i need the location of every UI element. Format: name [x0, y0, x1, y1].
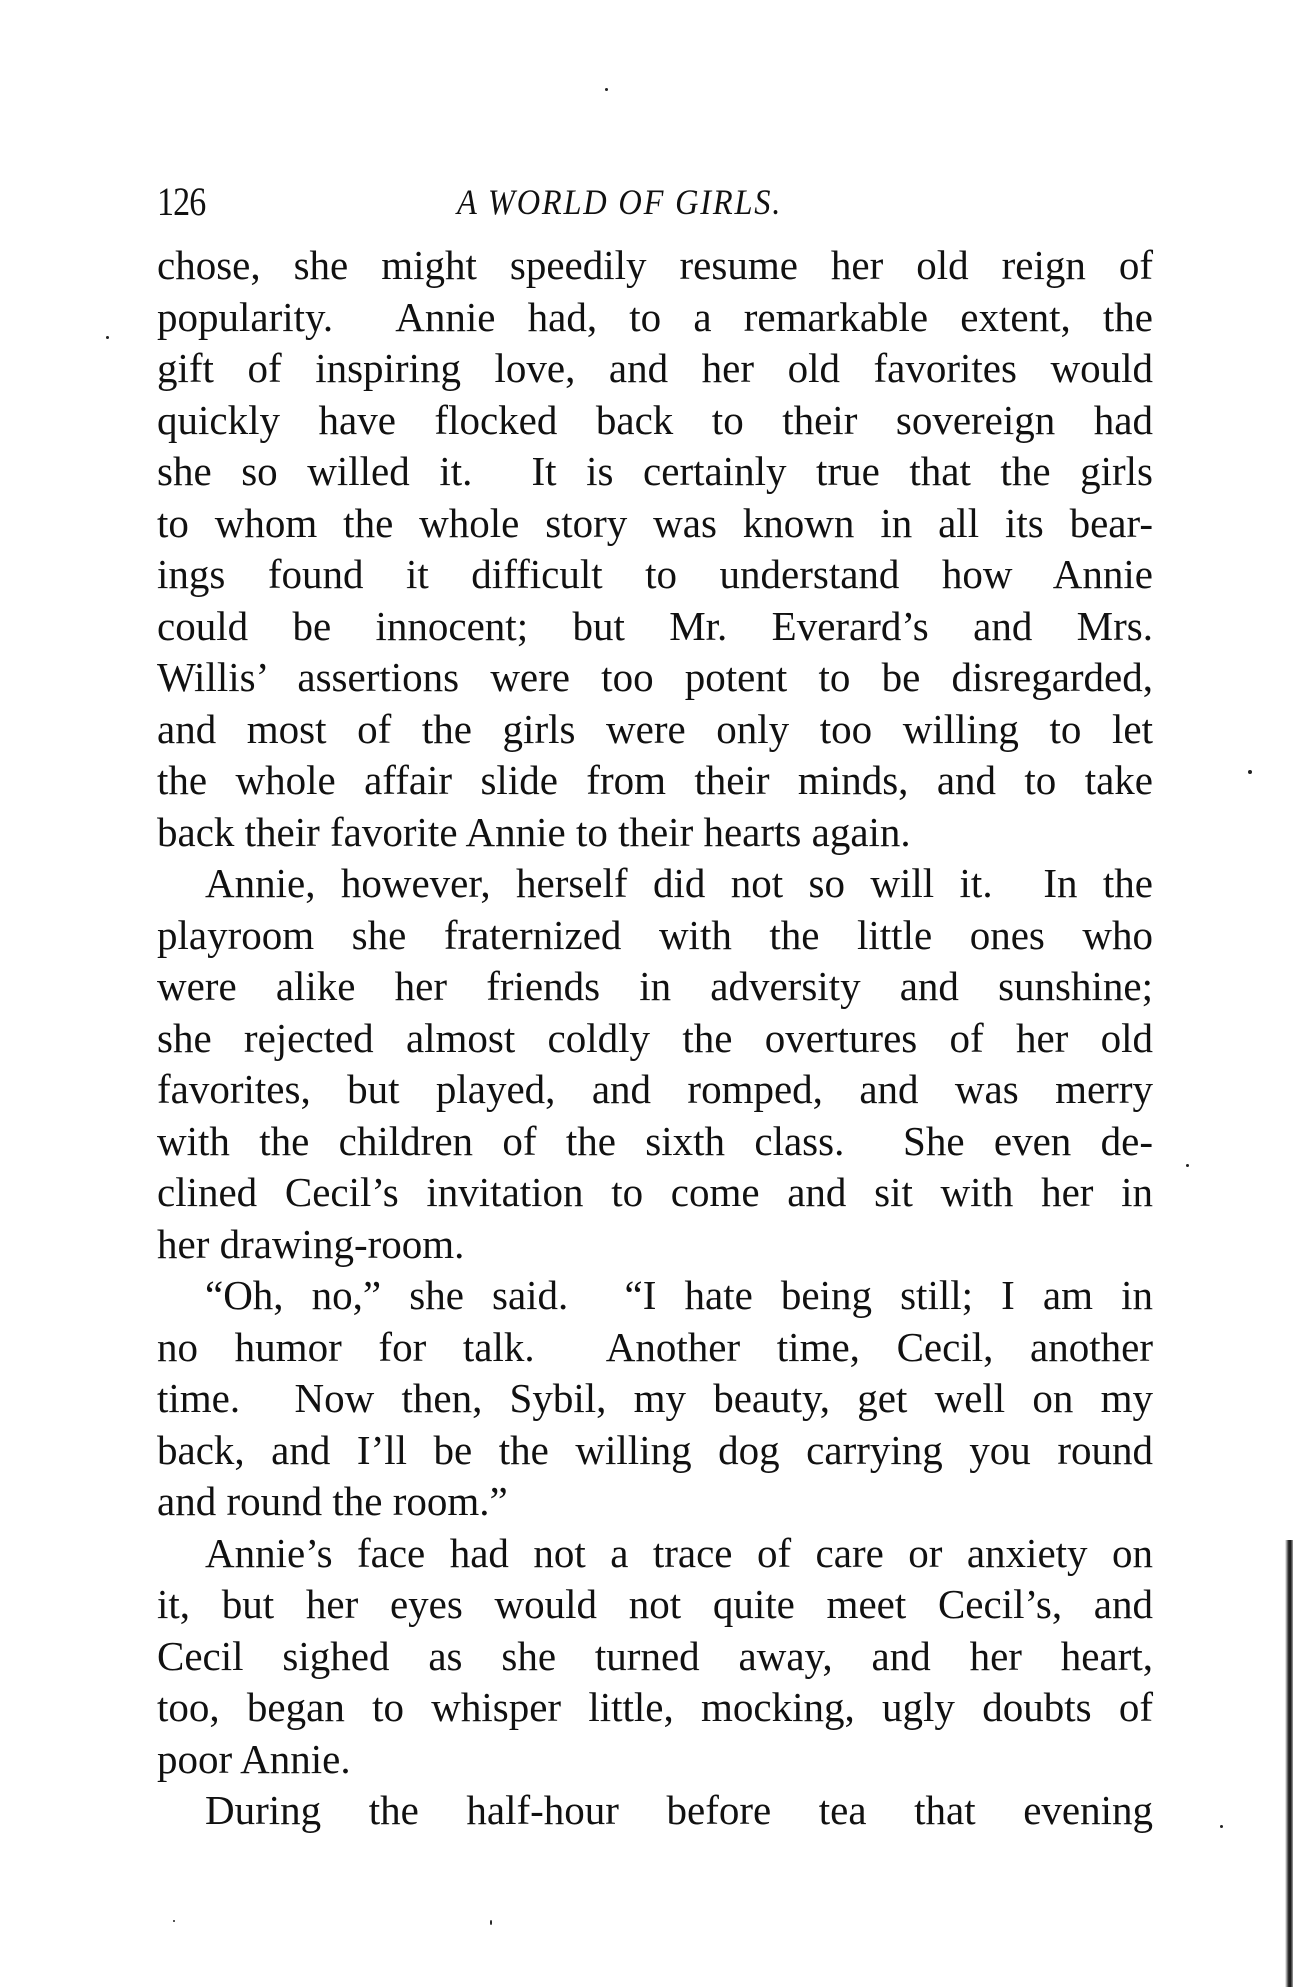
text-line	[157, 858, 1153, 910]
text-line	[157, 1682, 1153, 1734]
text-line	[157, 1373, 1153, 1425]
line-text: “Oh, no,” she said. “I hate being still; I am in	[205, 1272, 1153, 1318]
running-title: A WORLD OF GIRLS.	[457, 182, 783, 222]
line-text: playroom she fraternized with the little ones who	[157, 911, 1153, 958]
line-text: Annie, however, herself did not so will it. In the	[205, 860, 1153, 906]
line-text: and most of the girls were only too willing to let	[157, 705, 1153, 752]
line-text: to whom the whole story was known in all its bear-	[157, 499, 1153, 546]
body-text	[157, 240, 1153, 1837]
text-line	[157, 1064, 1153, 1116]
line-text: Willis’ assertions were too potent to be disregarded,	[157, 654, 1153, 700]
line-text: were alike her friends in adversity and sunshine;	[157, 963, 1153, 1009]
text-line	[157, 1785, 1153, 1837]
line-text: Annie’s face had not a trace of care or anxiety on	[205, 1529, 1153, 1576]
text-line	[157, 910, 1153, 962]
text-line	[157, 343, 1153, 395]
scan-speck	[106, 336, 109, 339]
text-line	[157, 292, 1153, 344]
text-line	[157, 601, 1153, 653]
text-line	[157, 1270, 1153, 1322]
line-text: clined Cecil’s invitation to come and sit with her in	[157, 1169, 1153, 1215]
line-text: the whole affair slide from their minds, and to take	[157, 757, 1153, 803]
text-line	[157, 240, 1153, 292]
scan-speck	[1220, 1825, 1223, 1828]
scan-speck	[1186, 1164, 1189, 1167]
line-text: no humor for talk. Another time, Cecil, another	[157, 1323, 1153, 1370]
text-line	[157, 1219, 1153, 1271]
line-text: and round the room.”	[157, 1478, 508, 1524]
line-text: time. Now then, Sybil, my beauty, get well on my	[157, 1375, 1153, 1421]
line-text: with the children of the sixth class. She even de-	[157, 1117, 1153, 1164]
line-text: favorites, but played, and romped, and was merry	[157, 1066, 1153, 1112]
text-line	[157, 1013, 1153, 1065]
line-text: popularity. Annie had, to a remarkable extent, the	[157, 293, 1153, 340]
line-text: Cecil sighed as she turned away, and her heart,	[157, 1632, 1153, 1679]
line-text: ings found it difficult to understand how Annie	[157, 551, 1153, 597]
text-line	[157, 961, 1153, 1013]
text-line	[157, 1167, 1153, 1219]
text-line	[157, 1425, 1153, 1477]
text-line	[157, 498, 1153, 550]
scan-speck	[605, 88, 608, 91]
text-line	[157, 446, 1153, 498]
text-line	[157, 1631, 1153, 1683]
text-line	[157, 1734, 1153, 1786]
line-text: back their favorite Annie to their hearts again.	[157, 808, 911, 855]
text-line	[157, 1579, 1153, 1631]
line-text: quickly have flocked back to their sovereign had	[157, 396, 1153, 443]
text-line	[157, 1322, 1153, 1374]
text-line	[157, 704, 1153, 756]
text-line	[157, 395, 1153, 447]
line-text: it, but her eyes would not quite meet Cecil’s, and	[157, 1581, 1153, 1627]
text-line	[157, 1528, 1153, 1580]
text-line	[157, 1116, 1153, 1168]
scan-speck	[490, 1920, 492, 1925]
text-line	[157, 652, 1153, 704]
line-text: poor Annie.	[157, 1735, 351, 1782]
page-edge-shadow	[1285, 1540, 1293, 1987]
running-head	[157, 178, 1153, 226]
line-text: too, began to whisper little, mocking, ugly doubts of	[157, 1684, 1153, 1730]
scan-speck	[1248, 770, 1252, 774]
text-line	[157, 549, 1153, 601]
line-text: back, and I’ll be the willing dog carrying you round	[157, 1426, 1153, 1473]
page-number: 126	[157, 179, 206, 224]
line-text: chose, she might speedily resume her old reign of	[157, 242, 1153, 288]
text-line	[157, 755, 1153, 807]
line-text: she so willed it. It is certainly true that the girls	[157, 448, 1153, 494]
line-text: her drawing-room.	[157, 1220, 465, 1267]
line-text: During the half-hour before tea that evening	[205, 1787, 1153, 1833]
line-text: gift of inspiring love, and her old favorites would	[157, 345, 1153, 391]
text-line	[157, 1476, 1153, 1528]
scan-speck	[173, 1920, 175, 1922]
line-text: could be innocent; but Mr. Everard’s and Mrs.	[157, 602, 1153, 649]
text-line	[157, 807, 1153, 859]
line-text: she rejected almost coldly the overtures of her old	[157, 1014, 1153, 1061]
